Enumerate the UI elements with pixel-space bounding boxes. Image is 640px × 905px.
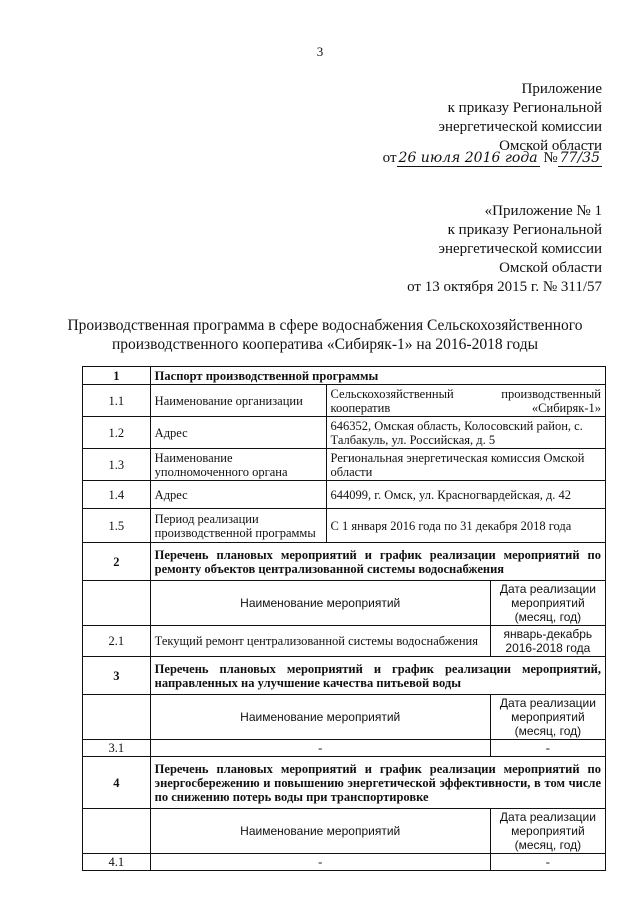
row-value: - (150, 740, 490, 757)
table-row (83, 740, 606, 757)
section-title: Перечень плановых мероприятий и график реализации мероприятий, направленных на улучшение качества питьевой воды (150, 657, 605, 695)
column-header: Наименование мероприятий (150, 809, 490, 854)
row-value: - (150, 854, 490, 871)
table-row (83, 854, 606, 871)
number-prefix: № (543, 150, 558, 166)
row-value: Региональная энергетическая комиссия Омской области (326, 449, 605, 481)
row-label: Период реализации производственной программы (150, 509, 326, 543)
annex-line: к приказу Региональной (447, 222, 602, 238)
section-number: 3 (83, 657, 151, 695)
column-header: Наименование мероприятий (150, 695, 490, 740)
empty-cell (83, 695, 151, 740)
row-label: Адрес (150, 417, 326, 449)
row-label: Адрес (150, 481, 326, 509)
document-title (60, 316, 590, 354)
section-title: Перечень плановых мероприятий и график реализации мероприятий по ремонту объектов централизованной системы водоснабжения (150, 543, 605, 581)
row-date: - (490, 740, 605, 757)
annex-line: энергетической комиссии (438, 241, 602, 257)
row-date: - (490, 854, 605, 871)
annex-header (439, 80, 602, 156)
table-row (83, 449, 606, 481)
table-row (83, 626, 606, 657)
table-row (83, 581, 606, 626)
column-header: Дата реализации мероприятий (месяц, год) (490, 695, 605, 740)
row-number: 3.1 (83, 740, 151, 757)
table-row (83, 757, 606, 809)
row-number: 4.1 (83, 854, 151, 871)
row-value: 646352, Омская область, Колосовский район, с. Талбакуль, ул. Российская, д. 5 (326, 417, 605, 449)
section-title: Перечень плановых мероприятий и график реализации мероприятий по энергосбережению и повышению энергетической эффективности, в том числе по снижению потерь воды при транспортировке (150, 757, 605, 809)
table-row (83, 657, 606, 695)
table-row (83, 417, 606, 449)
table-row (83, 809, 606, 854)
handwritten-number: 77/35 (559, 150, 600, 166)
original-annex-header (407, 202, 602, 297)
section-number: 1 (83, 367, 151, 385)
table-row (83, 509, 606, 543)
row-value: 644099, г. Омск, ул. Красногвардейская, д. 42 (326, 481, 605, 509)
annex-line: Омской области (499, 138, 602, 154)
row-date: январь-декабрь 2016-2018 года (490, 626, 605, 657)
title-line: производственного кооператива «Сибиряк-1» на 2016-2018 годы (111, 336, 539, 353)
row-number: 1.4 (83, 481, 151, 509)
section-number: 4 (83, 757, 151, 809)
section-title: Паспорт производственной программы (150, 367, 605, 385)
table-row (83, 695, 606, 740)
annex-line: от 13 октября 2015 г. № 311/57 (407, 279, 602, 295)
row-value: С 1 января 2016 года по 31 декабря 2018 года (326, 509, 605, 543)
annex-line: энергетической комиссии (438, 119, 602, 135)
row-label: Наименование организации (150, 385, 326, 417)
row-value: Текущий ремонт централизованной системы водоснабжения (150, 626, 490, 657)
page-number: 3 (316, 44, 324, 59)
column-header: Дата реализации мероприятий (месяц, год) (490, 809, 605, 854)
program-table (82, 366, 606, 871)
row-number: 1.3 (83, 449, 151, 481)
table-row (83, 481, 606, 509)
annex-line: Приложение (521, 81, 602, 97)
handwritten-date: 26 июля 2016 года (398, 150, 538, 166)
annex-line: к приказу Региональной (447, 100, 602, 116)
table-row (83, 367, 606, 385)
row-number: 1.1 (83, 385, 151, 417)
empty-cell (83, 809, 151, 854)
column-header: Наименование мероприятий (150, 581, 490, 626)
title-line: Производственная программа в сфере водоснабжения Сельскохозяйственного (67, 317, 583, 334)
annex-line: «Приложение № 1 (484, 203, 602, 219)
table-row (83, 543, 606, 581)
row-number: 1.5 (83, 509, 151, 543)
row-number: 2.1 (83, 626, 151, 657)
order-date-number (383, 150, 602, 167)
empty-cell (83, 581, 151, 626)
section-number: 2 (83, 543, 151, 581)
annex-line: Омской области (499, 260, 602, 276)
table-row (83, 385, 606, 417)
row-value: Сельскохозяйственный производственный кооператив «Сибиряк-1» (326, 385, 605, 417)
row-label: Наименование уполномоченного органа (150, 449, 326, 481)
from-prefix: от (382, 150, 397, 166)
row-number: 1.2 (83, 417, 151, 449)
column-header: Дата реализации мероприятий (месяц, год) (490, 581, 605, 626)
